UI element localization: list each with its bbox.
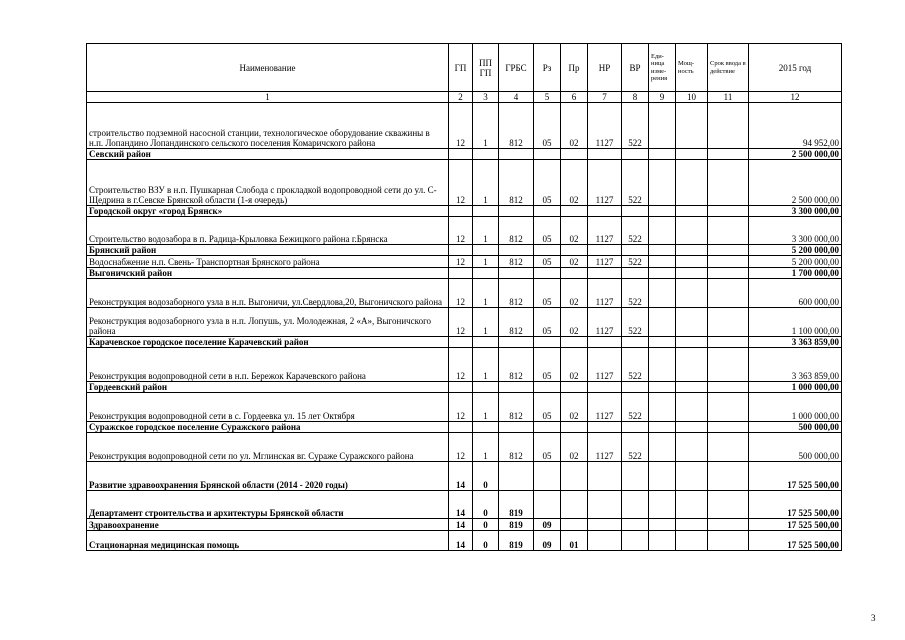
row-grbs [499,382,534,393]
row-power [676,422,708,433]
row-gp: 12 [449,348,473,382]
row-nr [588,206,622,217]
row-name: Брянский район [87,245,449,256]
row-nr: 1127 [588,348,622,382]
row-unit [649,256,676,268]
header-vr: ВР [622,44,649,92]
row-vr: 522 [622,256,649,268]
page-number: 3 [871,613,876,623]
row-grbs: 812 [499,308,534,337]
row-term [708,206,749,217]
row-nr: 1127 [588,217,622,245]
row-vr [622,531,649,551]
row-power [676,382,708,393]
row-pr: 02 [561,348,588,382]
row-gp: 12 [449,160,473,206]
row-power [676,462,708,491]
table-row [87,217,842,245]
row-pr [561,268,588,279]
row-name: Реконструкция водозаборного узла в н.п. Лопушь, ул. Молодежная, 2 «А», Выгоничского района [87,308,449,337]
row-ppgp: 0 [473,519,499,531]
header-ppgp: ПП ГП [473,44,499,92]
row-gp [449,422,473,433]
row-pr [561,491,588,519]
row-vr: 522 [622,217,649,245]
header-name: Наименование [87,44,449,92]
row-nr: 1127 [588,279,622,308]
row-amount: 2 500 000,00 [749,149,842,160]
row-vr: 522 [622,308,649,337]
row-ppgp: 1 [473,393,499,422]
row-vr [622,382,649,393]
table-row [87,103,842,149]
row-term [708,337,749,348]
column-number: 10 [676,92,708,103]
table-row [87,279,842,308]
row-gp: 12 [449,433,473,462]
row-power [676,256,708,268]
section-row [87,337,842,348]
row-unit [649,308,676,337]
table-row [87,348,842,382]
row-name: Строительство ВЗУ в н.п. Пушкарная Слобода с прокладкой водопроводной сети до ул. С-Щедрина в г.Севске Брянской области (1-я очередь) [87,160,449,206]
row-name: Городской округ «город Брянск» [87,206,449,217]
row-power [676,245,708,256]
row-gp [449,382,473,393]
row-pr: 02 [561,217,588,245]
row-unit [649,245,676,256]
row-gp: 12 [449,393,473,422]
row-vr: 522 [622,393,649,422]
row-amount: 2 500 000,00 [749,160,842,206]
row-amount: 5 200 000,00 [749,245,842,256]
row-name: Севский район [87,149,449,160]
row-nr: 1127 [588,160,622,206]
row-grbs: 812 [499,393,534,422]
section-row [87,422,842,433]
row-name: Водоснабжение н.п. Свень- Транспортная Брянского района [87,256,449,268]
row-gp [449,337,473,348]
row-unit [649,422,676,433]
row-unit [649,462,676,491]
row-unit [649,206,676,217]
row-power [676,393,708,422]
row-grbs [499,462,534,491]
row-vr [622,206,649,217]
row-vr: 522 [622,348,649,382]
row-grbs [499,337,534,348]
row-power [676,217,708,245]
row-amount: 17 525 500,00 [749,462,842,491]
row-nr [588,268,622,279]
row-ppgp: 1 [473,103,499,149]
row-ppgp: 1 [473,279,499,308]
column-number-row [87,92,842,103]
budget-table [86,43,842,551]
row-term [708,103,749,149]
row-rz: 05 [534,348,561,382]
section-row [87,149,842,160]
row-pr [561,382,588,393]
row-name: Гордеевский район [87,382,449,393]
row-term [708,519,749,531]
row-grbs [499,149,534,160]
column-number: 7 [588,92,622,103]
row-pr: 01 [561,531,588,551]
table-row [87,433,842,462]
table-row [87,308,842,337]
row-unit [649,433,676,462]
row-rz: 05 [534,433,561,462]
row-vr: 522 [622,279,649,308]
header-nr: НР [588,44,622,92]
row-ppgp: 1 [473,256,499,268]
section-row [87,462,842,491]
row-unit [649,337,676,348]
section-row [87,519,842,531]
row-rz: 05 [534,393,561,422]
row-grbs [499,422,534,433]
row-term [708,393,749,422]
row-vr: 522 [622,160,649,206]
row-power [676,279,708,308]
row-power [676,206,708,217]
row-amount: 1 700 000,00 [749,268,842,279]
row-term [708,348,749,382]
row-ppgp [473,422,499,433]
row-vr [622,337,649,348]
row-gp: 14 [449,462,473,491]
row-ppgp: 1 [473,308,499,337]
row-pr [561,337,588,348]
row-amount: 1 100 000,00 [749,308,842,337]
row-name: Реконструкция водопроводной сети в н.п. Бережок Карачевского района [87,348,449,382]
row-ppgp [473,149,499,160]
row-amount: 94 952,00 [749,103,842,149]
row-amount: 3 300 000,00 [749,217,842,245]
row-amount: 17 525 500,00 [749,519,842,531]
row-term [708,382,749,393]
row-nr [588,422,622,433]
row-ppgp: 1 [473,433,499,462]
row-ppgp: 1 [473,348,499,382]
row-pr [561,206,588,217]
row-gp: 14 [449,519,473,531]
section-row [87,245,842,256]
row-ppgp [473,268,499,279]
row-amount: 500 000,00 [749,433,842,462]
row-rz: 09 [534,531,561,551]
row-grbs: 819 [499,531,534,551]
row-power [676,337,708,348]
row-rz: 05 [534,217,561,245]
row-power [676,491,708,519]
row-pr [561,462,588,491]
row-gp: 12 [449,256,473,268]
row-unit [649,519,676,531]
section-row [87,491,842,519]
row-term [708,308,749,337]
row-grbs [499,268,534,279]
row-pr: 02 [561,256,588,268]
row-term [708,160,749,206]
row-nr [588,462,622,491]
row-rz: 09 [534,519,561,531]
row-gp [449,245,473,256]
row-term [708,491,749,519]
row-grbs: 812 [499,279,534,308]
table-row [87,393,842,422]
row-name: Стационарная медицинская помощь [87,531,449,551]
section-row [87,531,842,551]
row-nr: 1127 [588,308,622,337]
row-rz: 05 [534,103,561,149]
row-term [708,279,749,308]
row-power [676,433,708,462]
column-number: 9 [649,92,676,103]
row-unit [649,279,676,308]
column-number: 4 [499,92,534,103]
header-power: Мощ-ность [676,44,708,92]
row-rz [534,462,561,491]
row-vr: 522 [622,433,649,462]
row-name: Строительство водозабора в п. Радица-Крыловка Бежицкого района г.Брянска [87,217,449,245]
row-grbs [499,206,534,217]
row-name: Выгоничский район [87,268,449,279]
row-gp: 12 [449,279,473,308]
row-unit [649,531,676,551]
row-vr [622,422,649,433]
row-vr [622,149,649,160]
row-vr [622,462,649,491]
row-pr: 02 [561,279,588,308]
row-ppgp: 0 [473,531,499,551]
section-row [87,382,842,393]
row-power [676,348,708,382]
row-grbs: 812 [499,103,534,149]
row-ppgp [473,206,499,217]
row-term [708,149,749,160]
row-grbs: 812 [499,256,534,268]
row-ppgp: 0 [473,491,499,519]
row-power [676,531,708,551]
row-amount: 3 363 859,00 [749,337,842,348]
row-vr: 522 [622,103,649,149]
header-year: 2015 год [749,44,842,92]
row-grbs: 812 [499,160,534,206]
row-unit [649,103,676,149]
row-gp [449,268,473,279]
row-ppgp: 1 [473,217,499,245]
row-pr: 02 [561,160,588,206]
row-power [676,103,708,149]
row-nr: 1127 [588,256,622,268]
row-name: Здравоохранение [87,519,449,531]
row-rz: 05 [534,308,561,337]
header-gp: ГП [449,44,473,92]
row-vr [622,491,649,519]
row-term [708,531,749,551]
row-unit [649,149,676,160]
row-amount: 17 525 500,00 [749,491,842,519]
row-gp: 14 [449,491,473,519]
row-unit [649,382,676,393]
row-rz [534,268,561,279]
table-row [87,160,842,206]
row-rz: 05 [534,256,561,268]
row-gp: 12 [449,217,473,245]
row-power [676,160,708,206]
column-number: 2 [449,92,473,103]
column-number: 12 [749,92,842,103]
row-rz: 05 [534,279,561,308]
row-amount: 17 525 500,00 [749,531,842,551]
row-name: Реконструкция водопроводной сети в с. Гордеевка ул. 15 лет Октября [87,393,449,422]
header-unit: Еди-ница изме-рения [649,44,676,92]
header-term: Срок ввода в действие [708,44,749,92]
row-amount: 5 200 000,00 [749,256,842,268]
row-nr [588,337,622,348]
row-rz [534,382,561,393]
row-name: строительство подземной насосной станции, технологическое оборудование скважины в н.п. Лопандино Лопандинского сельского поселения Комаричского района [87,103,449,149]
row-name: Суражское городское поселение Суражского района [87,422,449,433]
row-vr [622,245,649,256]
row-power [676,149,708,160]
row-ppgp [473,382,499,393]
row-term [708,245,749,256]
row-pr: 02 [561,103,588,149]
row-pr: 02 [561,433,588,462]
header-row [87,44,842,92]
header-rz: Рз [534,44,561,92]
row-name: Реконструкция водопроводной сети по ул. Мглинская вг. Сураже Суражского района [87,433,449,462]
row-power [676,268,708,279]
row-pr [561,245,588,256]
row-unit [649,160,676,206]
row-nr [588,245,622,256]
row-vr [622,519,649,531]
row-name: Реконструкция водозаборного узла в н.п. Выгоничи, ул.Свердлова,20, Выгоничского района [87,279,449,308]
row-grbs: 812 [499,348,534,382]
row-gp [449,149,473,160]
header-pr: Пр [561,44,588,92]
row-name: Развитие здравоохранения Брянской области (2014 - 2020 годы) [87,462,449,491]
row-rz [534,422,561,433]
row-unit [649,217,676,245]
row-grbs: 812 [499,217,534,245]
row-amount: 1 000 000,00 [749,382,842,393]
table-row [87,256,842,268]
column-number: 6 [561,92,588,103]
row-amount: 500 000,00 [749,422,842,433]
column-number: 3 [473,92,499,103]
column-number: 5 [534,92,561,103]
row-nr [588,531,622,551]
row-ppgp [473,245,499,256]
row-rz [534,149,561,160]
row-grbs: 812 [499,433,534,462]
row-pr [561,149,588,160]
section-row [87,206,842,217]
row-nr [588,519,622,531]
row-nr: 1127 [588,103,622,149]
row-nr: 1127 [588,393,622,422]
section-row [87,268,842,279]
row-power [676,308,708,337]
row-term [708,422,749,433]
row-name: Карачевское городское поселение Карачевский район [87,337,449,348]
row-term [708,462,749,491]
row-term [708,268,749,279]
row-nr [588,382,622,393]
row-term [708,217,749,245]
header-grbs: ГРБС [499,44,534,92]
row-rz [534,206,561,217]
row-pr [561,422,588,433]
row-gp: 14 [449,531,473,551]
row-ppgp [473,337,499,348]
row-term [708,433,749,462]
row-unit [649,491,676,519]
row-amount: 3 300 000,00 [749,206,842,217]
row-nr [588,149,622,160]
row-unit [649,348,676,382]
row-pr [561,519,588,531]
row-nr: 1127 [588,433,622,462]
row-term [708,256,749,268]
row-ppgp: 0 [473,462,499,491]
row-rz [534,245,561,256]
row-unit [649,393,676,422]
row-amount: 600 000,00 [749,279,842,308]
row-grbs: 819 [499,519,534,531]
row-pr: 02 [561,393,588,422]
row-amount: 1 000 000,00 [749,393,842,422]
row-nr [588,491,622,519]
column-number: 8 [622,92,649,103]
row-gp: 12 [449,308,473,337]
row-rz [534,337,561,348]
row-power [676,519,708,531]
row-gp: 12 [449,103,473,149]
row-gp [449,206,473,217]
row-grbs [499,245,534,256]
row-rz: 05 [534,160,561,206]
row-amount: 3 363 859,00 [749,348,842,382]
row-unit [649,268,676,279]
row-name: Департамент строительства и архитектуры Брянской области [87,491,449,519]
row-pr: 02 [561,308,588,337]
row-vr [622,268,649,279]
row-ppgp: 1 [473,160,499,206]
row-grbs: 819 [499,491,534,519]
column-number: 11 [708,92,749,103]
column-number: 1 [87,92,449,103]
row-rz [534,491,561,519]
